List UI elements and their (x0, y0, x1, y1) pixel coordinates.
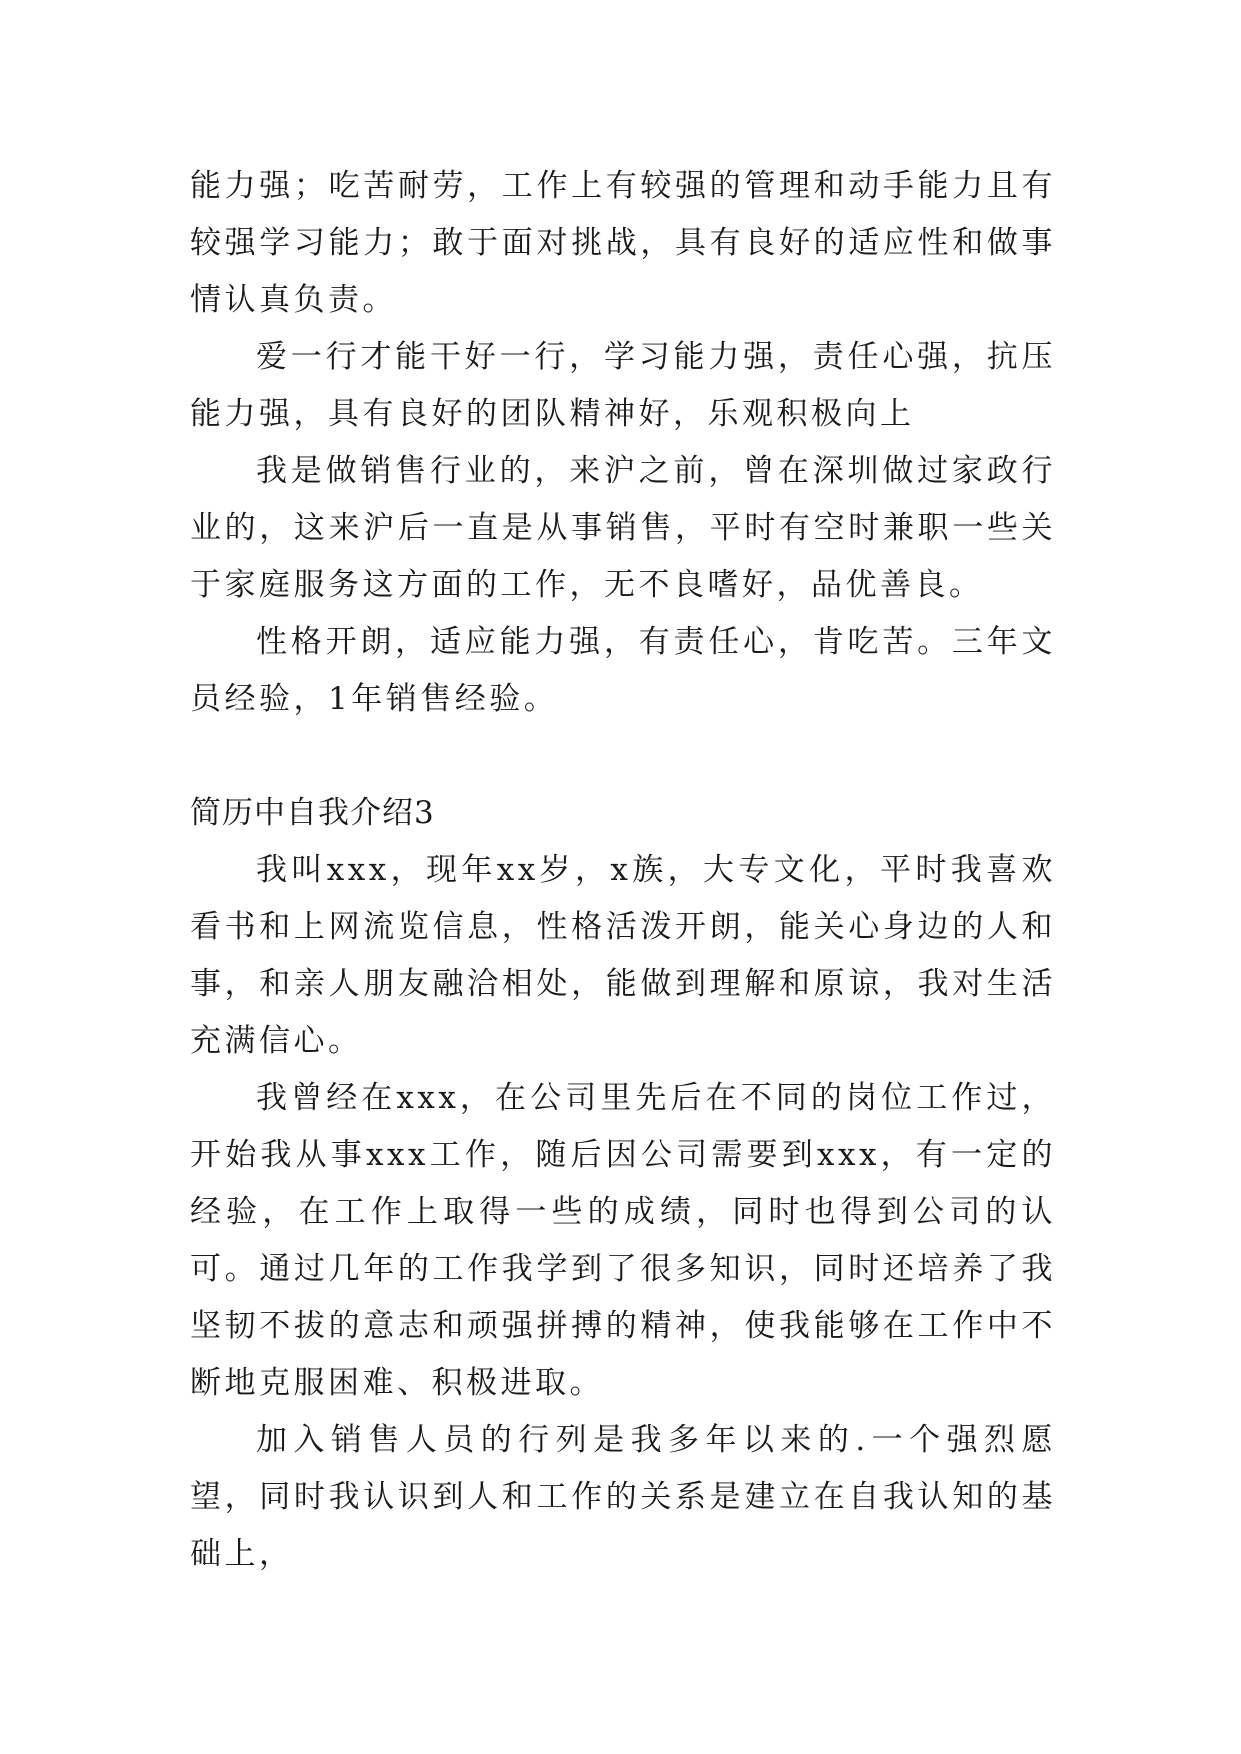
paragraph: 我是做销售行业的，来沪之前，曾在深圳做过家政行业的，这来沪后一直是从事销售，平时有空时兼职一些关于家庭服务这方面的工作，无不良嗜好，品优善良。 (190, 453, 1056, 603)
paragraph-continuation: 能力强；吃苦耐劳，工作上有较强的管理和动手能力且有较强学习能力；敢于面对挑战，具有良好的适应性和做事情认真负责。 (190, 168, 1056, 318)
paragraph: 加入销售人员的行列是我多年以来的.一个强烈愿望，同时我认识到人和工作的关系是建立在自我认知的基础上， (190, 1422, 1056, 1572)
paragraph: 我曾经在xxx，在公司里先后在不同的岗位工作过，开始我从事xxx工作，随后因公司需要到xxx，有一定的经验，在工作上取得一些的成绩，同时也得到公司的认可。通过几年的工作我学到了很多知识，同时还培养了我坚韧不拔的意志和顽强拼搏的精神，使我能够在工作中不断地克服困难、积极进取。 (190, 1080, 1056, 1401)
paragraph: 性格开朗，适应能力强，有责任心，肯吃苦。三年文员经验，1年销售经验。 (190, 624, 1056, 717)
document-body (190, 158, 1056, 1583)
section-heading: 简历中自我介绍3 (190, 795, 435, 831)
paragraph: 我叫xxx，现年xx岁，x族，大专文化，平时我喜欢看书和上网流览信息，性格活泼开朗，能关心身边的人和事，和亲人朋友融洽相处，能做到理解和原谅，我对生活充满信心。 (190, 852, 1056, 1059)
paragraph: 爱一行才能干好一行，学习能力强，责任心强，抗压能力强，具有良好的团队精神好，乐观积极向上 (190, 339, 1056, 432)
